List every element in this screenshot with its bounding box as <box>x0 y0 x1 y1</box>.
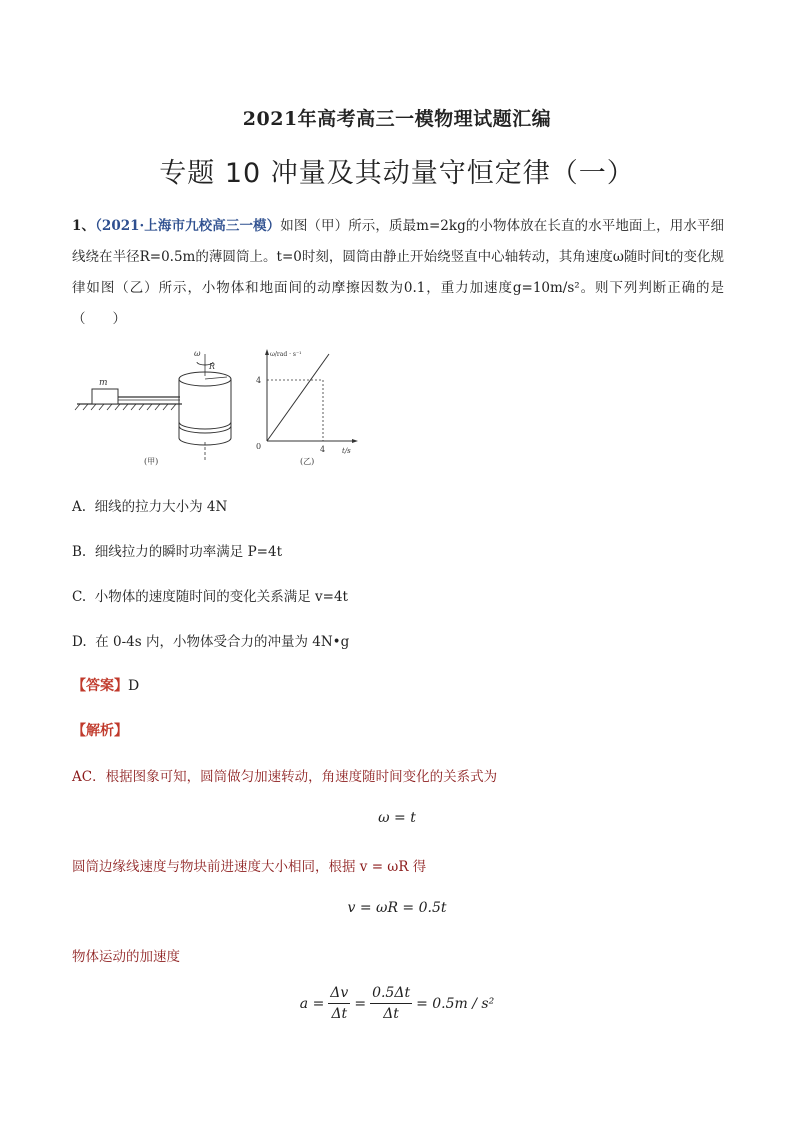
formula-3-frac1 <box>328 983 350 1024</box>
question-source: （2021·上海市九校高三一模） <box>95 218 281 234</box>
option-a-label: A. <box>72 499 87 515</box>
option-d-text: 在 0-4s 内，小物体受合力的冲量为 4N•g <box>95 634 350 650</box>
option-d <box>72 630 349 650</box>
option-d-label: D. <box>72 634 87 650</box>
option-a <box>72 495 227 515</box>
page-title: 2021年高考高三一模物理试题汇编 <box>242 108 552 130</box>
formula-3-frac2 <box>370 983 412 1024</box>
graph-line <box>267 354 329 441</box>
ground-hatch <box>75 404 176 410</box>
question-block <box>72 211 724 335</box>
formula-3 <box>0 983 794 1024</box>
physics-figure <box>72 346 372 476</box>
graph-y-tick: 4 <box>256 376 262 385</box>
option-b <box>72 540 282 560</box>
right-caption: (乙) <box>300 457 315 466</box>
formula-3-lhs: a = <box>299 995 325 1012</box>
formula-1: ω = t <box>378 810 416 826</box>
option-c-label: C. <box>72 589 87 605</box>
question-number: 1、 <box>72 218 96 234</box>
option-a-text: 细线的拉力大小为 4N <box>94 499 228 515</box>
formula-3-rhs: = 0.5m / s² <box>416 995 495 1012</box>
graph-x-tick: 4 <box>320 445 326 454</box>
option-c <box>72 585 348 605</box>
mass-block <box>92 389 118 404</box>
formula-3-frac1-den: Δt <box>331 1006 348 1022</box>
analysis-line-1: AC．根据图象可知，圆筒做匀加速转动，角速度随时间变化的关系式为 <box>72 769 498 785</box>
graph-x-axis-label: t/s <box>342 447 351 455</box>
question-text: 如图（甲）所示，质最m=2kg的小物体放在长直的水平地面上，用水平细线绕在半径R=0.5m的薄圆筒上。t=0时刻，圆筒由静止开始绕竖直中心轴转动，其角速度ω随时间t的变化规律如图（乙）所示，小物体和地面间的动摩擦因数为0.1，重力加速度g=10m/s²。则下列判断正确的是（ ） <box>72 218 724 327</box>
answer-tag: 【答案】 <box>72 678 128 694</box>
cylinder <box>179 372 231 445</box>
left-caption: (甲) <box>144 457 159 466</box>
formula-3-eq: = <box>354 995 367 1012</box>
formula-2: v = ωR = 0.5t <box>347 900 447 916</box>
mass-label: m <box>99 378 108 388</box>
formula-3-frac2-den: Δt <box>383 1006 399 1022</box>
graph-origin: 0 <box>256 442 262 451</box>
analysis-tag: 【解析】 <box>72 723 128 739</box>
answer-value: D <box>128 678 140 694</box>
answer <box>72 675 139 695</box>
option-b-label: B. <box>72 544 87 560</box>
option-b-text: 细线拉力的瞬时功率满足 P=4t <box>94 544 283 560</box>
radius-label: R <box>209 362 216 371</box>
graph-y-axis-label: ω/rad · s⁻¹ <box>270 351 302 358</box>
option-c-text: 小物体的速度随时间的变化关系满足 v=4t <box>94 589 348 605</box>
topic-title: 专题 10 冲量及其动量守恒定律（一） <box>159 158 635 189</box>
analysis-line-3: 物体运动的加速度 <box>72 949 180 965</box>
formula-3-frac2-num: 0.5Δt <box>370 983 412 1004</box>
formula-3-frac1-num: Δv <box>328 983 350 1004</box>
omega-label: ω <box>194 349 201 358</box>
analysis-line-2: 圆筒边缘线速度与物块前进速度大小相同，根据 v = ωR 得 <box>72 859 427 875</box>
